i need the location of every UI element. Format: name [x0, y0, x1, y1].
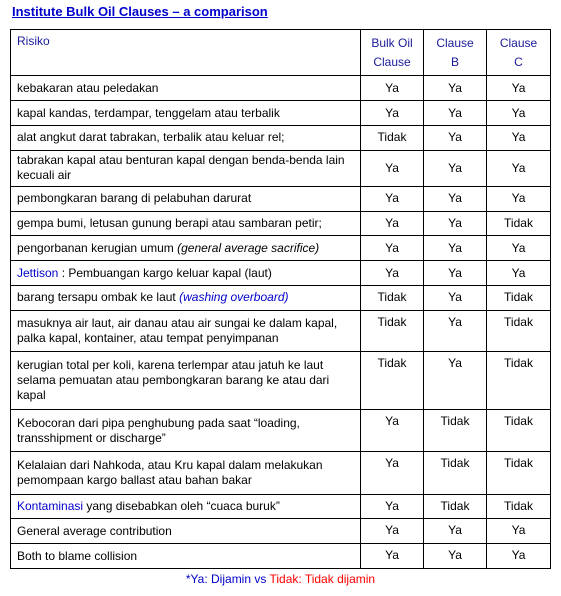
risk-text: : Pembuangan kargo keluar kapal (laut) — [58, 265, 272, 280]
clause-c-cell: Ya — [487, 76, 551, 101]
risk-note: (general average sacrifice) — [177, 240, 320, 255]
bulk-oil-clause-cell: Ya — [361, 409, 424, 451]
risk-cell — [11, 310, 361, 351]
risk-text: yang disebabkan oleh “cuaca buruk” — [83, 498, 280, 513]
table-row — [11, 310, 551, 351]
clause-c-cell: Ya — [487, 236, 551, 261]
risk-text: kebakaran atau peledakan — [17, 80, 159, 95]
risk-cell — [11, 101, 361, 126]
clause-b-cell: Ya — [424, 150, 487, 186]
clause-c-cell: Tidak — [487, 352, 551, 410]
clause-b-cell: Ya — [424, 261, 487, 286]
header-clause-c: Clause C — [487, 30, 551, 76]
risk-text: pembongkaran barang di pelabuhan darurat — [17, 191, 252, 206]
bulk-oil-clause-cell: Ya — [361, 101, 424, 126]
clause-c-cell: Ya — [487, 544, 551, 569]
bulk-oil-clause-cell: Ya — [361, 261, 424, 286]
bulk-oil-clause-cell: Tidak — [361, 310, 424, 351]
risk-cell — [11, 211, 361, 236]
risk-cell — [11, 494, 361, 519]
clause-c-cell: Tidak — [487, 286, 551, 311]
clause-b-cell: Ya — [424, 126, 487, 151]
bulk-oil-clause-cell: Ya — [361, 76, 424, 101]
table-row — [11, 286, 551, 311]
bulk-oil-clause-cell: Ya — [361, 186, 424, 211]
clause-b-cell: Ya — [424, 211, 487, 236]
table-row — [11, 452, 551, 494]
risk-term: Kontaminasi — [17, 498, 84, 513]
bulk-oil-clause-cell: Tidak — [361, 352, 424, 410]
clause-c-cell: Tidak — [487, 409, 551, 451]
clause-c-cell: Ya — [487, 519, 551, 544]
risk-text: kapal kandas, terdampar, tenggelam atau terbalik — [17, 105, 280, 120]
clause-b-cell: Tidak — [424, 409, 487, 451]
clause-b-cell: Ya — [424, 186, 487, 211]
risk-cell — [11, 236, 361, 261]
table-row — [11, 261, 551, 286]
header-bulk-oil-clause: Bulk Oil Clause — [361, 30, 424, 76]
footnote-legend — [0, 572, 561, 586]
risk-text: Kelalaian dari Nahkoda, atau Kru kapal dalam melakukan pemompaan kargo ballast atau bahan bakar — [17, 457, 323, 487]
clause-c-cell: Tidak — [487, 211, 551, 236]
risk-text: Both to blame collision — [17, 548, 138, 563]
table-row — [11, 211, 551, 236]
risk-text: Kebocoran dari pipa penghubung pada saat “loading, transshipment or discharge” — [17, 415, 300, 445]
clause-b-cell: Ya — [424, 352, 487, 410]
risk-cell — [11, 126, 361, 151]
table-row — [11, 150, 551, 186]
risk-cell — [11, 150, 361, 186]
bulk-oil-clause-cell: Ya — [361, 519, 424, 544]
clause-b-cell: Tidak — [424, 494, 487, 519]
risk-cell — [11, 409, 361, 451]
table-row — [11, 409, 551, 451]
table-row — [11, 544, 551, 569]
bulk-oil-clause-cell: Ya — [361, 544, 424, 569]
risk-cell — [11, 452, 361, 494]
clause-b-cell: Ya — [424, 236, 487, 261]
risk-note: (washing overboard) — [179, 290, 289, 305]
risk-term: Jettison — [17, 265, 59, 280]
clause-b-cell: Tidak — [424, 452, 487, 494]
comparison-table — [10, 29, 551, 569]
page-title: Institute Bulk Oil Clauses – a comparison — [12, 4, 268, 19]
clause-c-cell: Ya — [487, 101, 551, 126]
table-row — [11, 352, 551, 410]
table-row — [11, 186, 551, 211]
risk-text: tabrakan kapal atau benturan kapal dengan benda-benda lain kecuali air — [17, 153, 345, 183]
risk-cell — [11, 352, 361, 410]
risk-text: masuknya air laut, air danau atau air sungai ke dalam kapal, palka kapal, kontainer, atau tempat penyimpanan — [17, 315, 338, 345]
risk-cell — [11, 76, 361, 101]
bulk-oil-clause-cell: Ya — [361, 150, 424, 186]
footnote-tidak: Tidak: Tidak dijamin — [269, 572, 376, 586]
risk-text: alat angkut darat tabrakan, terbalik atau keluar rel; — [17, 130, 285, 145]
clause-c-cell: Tidak — [487, 452, 551, 494]
clause-b-cell: Ya — [424, 286, 487, 311]
footnote-ya: *Ya: Dijamin vs — [185, 572, 270, 586]
header-clause-b: Clause B — [424, 30, 487, 76]
risk-text: barang tersapu ombak ke laut — [17, 290, 180, 305]
table-row — [11, 236, 551, 261]
clause-c-cell: Tidak — [487, 494, 551, 519]
risk-cell — [11, 186, 361, 211]
risk-cell — [11, 544, 361, 569]
clause-c-cell: Ya — [487, 126, 551, 151]
risk-text: General average contribution — [17, 523, 172, 538]
clause-b-cell: Ya — [424, 101, 487, 126]
table-row — [11, 101, 551, 126]
bulk-oil-clause-cell: Ya — [361, 494, 424, 519]
clause-c-cell: Ya — [487, 150, 551, 186]
bulk-oil-clause-cell: Tidak — [361, 126, 424, 151]
risk-cell — [11, 261, 361, 286]
clause-b-cell: Ya — [424, 310, 487, 351]
clause-c-cell: Ya — [487, 186, 551, 211]
risk-text: kerugian total per koli, karena terlempar atau jatuh ke laut selama pemuatan atau pembongkaran barang ke atau dari kapal — [17, 358, 330, 403]
clause-b-cell: Ya — [424, 519, 487, 544]
header-risk: Risiko — [11, 30, 361, 76]
risk-cell — [11, 286, 361, 311]
clause-b-cell: Ya — [424, 76, 487, 101]
risk-text: gempa bumi, letusan gunung berapi atau sambaran petir; — [17, 216, 322, 231]
clause-c-cell: Ya — [487, 261, 551, 286]
bulk-oil-clause-cell: Ya — [361, 452, 424, 494]
clause-c-cell: Tidak — [487, 310, 551, 351]
risk-cell — [11, 519, 361, 544]
header-row — [11, 30, 551, 76]
table-row — [11, 76, 551, 101]
clause-b-cell: Ya — [424, 544, 487, 569]
bulk-oil-clause-cell: Ya — [361, 236, 424, 261]
table-row — [11, 519, 551, 544]
table-row — [11, 126, 551, 151]
risk-text: pengorbanan kerugian umum — [17, 240, 178, 255]
bulk-oil-clause-cell: Ya — [361, 211, 424, 236]
bulk-oil-clause-cell: Tidak — [361, 286, 424, 311]
table-row — [11, 494, 551, 519]
